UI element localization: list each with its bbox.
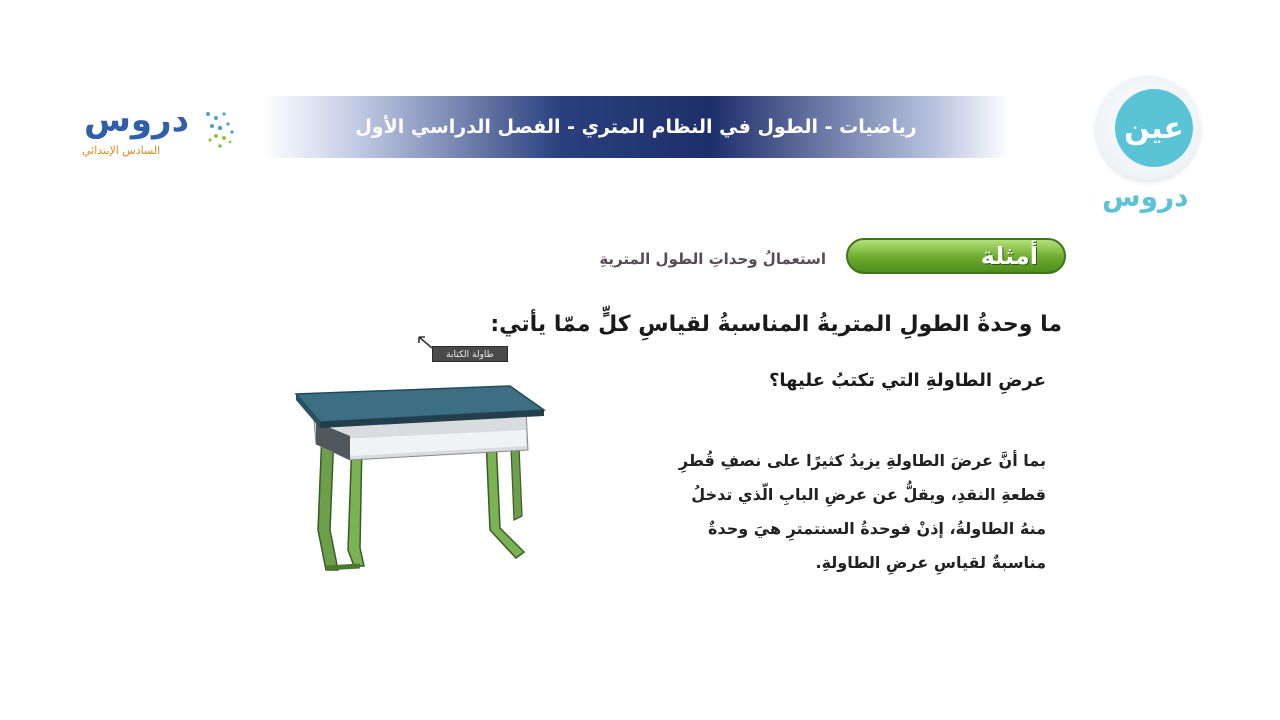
brand-circle-inner xyxy=(1115,89,1193,167)
brand-name-right: دروس xyxy=(1102,180,1189,213)
answer-paragraph xyxy=(586,444,1046,580)
desk-icon xyxy=(290,380,550,580)
answer-line: بما أنَّ عرضَ الطاولةِ يزيدُ كثيرًا على نصفِ قُطرِ xyxy=(678,451,1046,470)
brand-circle-text: عين xyxy=(1124,110,1184,146)
section-subtitle: استعمالُ وحداتِ الطول المتريةِ xyxy=(599,250,826,268)
brand-logo-right xyxy=(1090,76,1210,216)
tooltip-text: طاولة الكتابة xyxy=(432,346,508,362)
question-item: عرضِ الطاولةِ التي تكتبُ عليها؟ xyxy=(768,370,1046,391)
question-text: ما وحدةُ الطولِ المتريةُ المناسبةُ لقياسِ كلٍّ ممّا يأتي: xyxy=(490,312,1062,337)
cursor-tooltip xyxy=(418,336,510,364)
examples-badge-label: أمثلة xyxy=(980,242,1038,270)
answer-line: قطعةِ النقدِ، ويقلُّ عن عرضِ البابِ الّذي تدخلُ xyxy=(691,485,1046,504)
header-banner xyxy=(262,96,1010,158)
answer-line: منهُ الطاولةُ، إذنْ فوحدةُ السنتمترِ هيَ وحدةٌ xyxy=(708,519,1046,538)
brand-circle xyxy=(1096,76,1200,180)
brand-logo-left xyxy=(80,100,240,160)
brand-subtitle-left: السادس الإبتدائي xyxy=(82,144,161,157)
brand-name-left: دروس xyxy=(84,100,190,140)
dots-logo-icon xyxy=(202,108,238,152)
answer-line: مناسبةٌ لقياسِ عرضِ الطاولةِ. xyxy=(815,553,1046,572)
page-title: رياضيات - الطول في النظام المتري - الفصل الدراسي الأول xyxy=(355,116,917,138)
examples-badge xyxy=(846,238,1066,274)
